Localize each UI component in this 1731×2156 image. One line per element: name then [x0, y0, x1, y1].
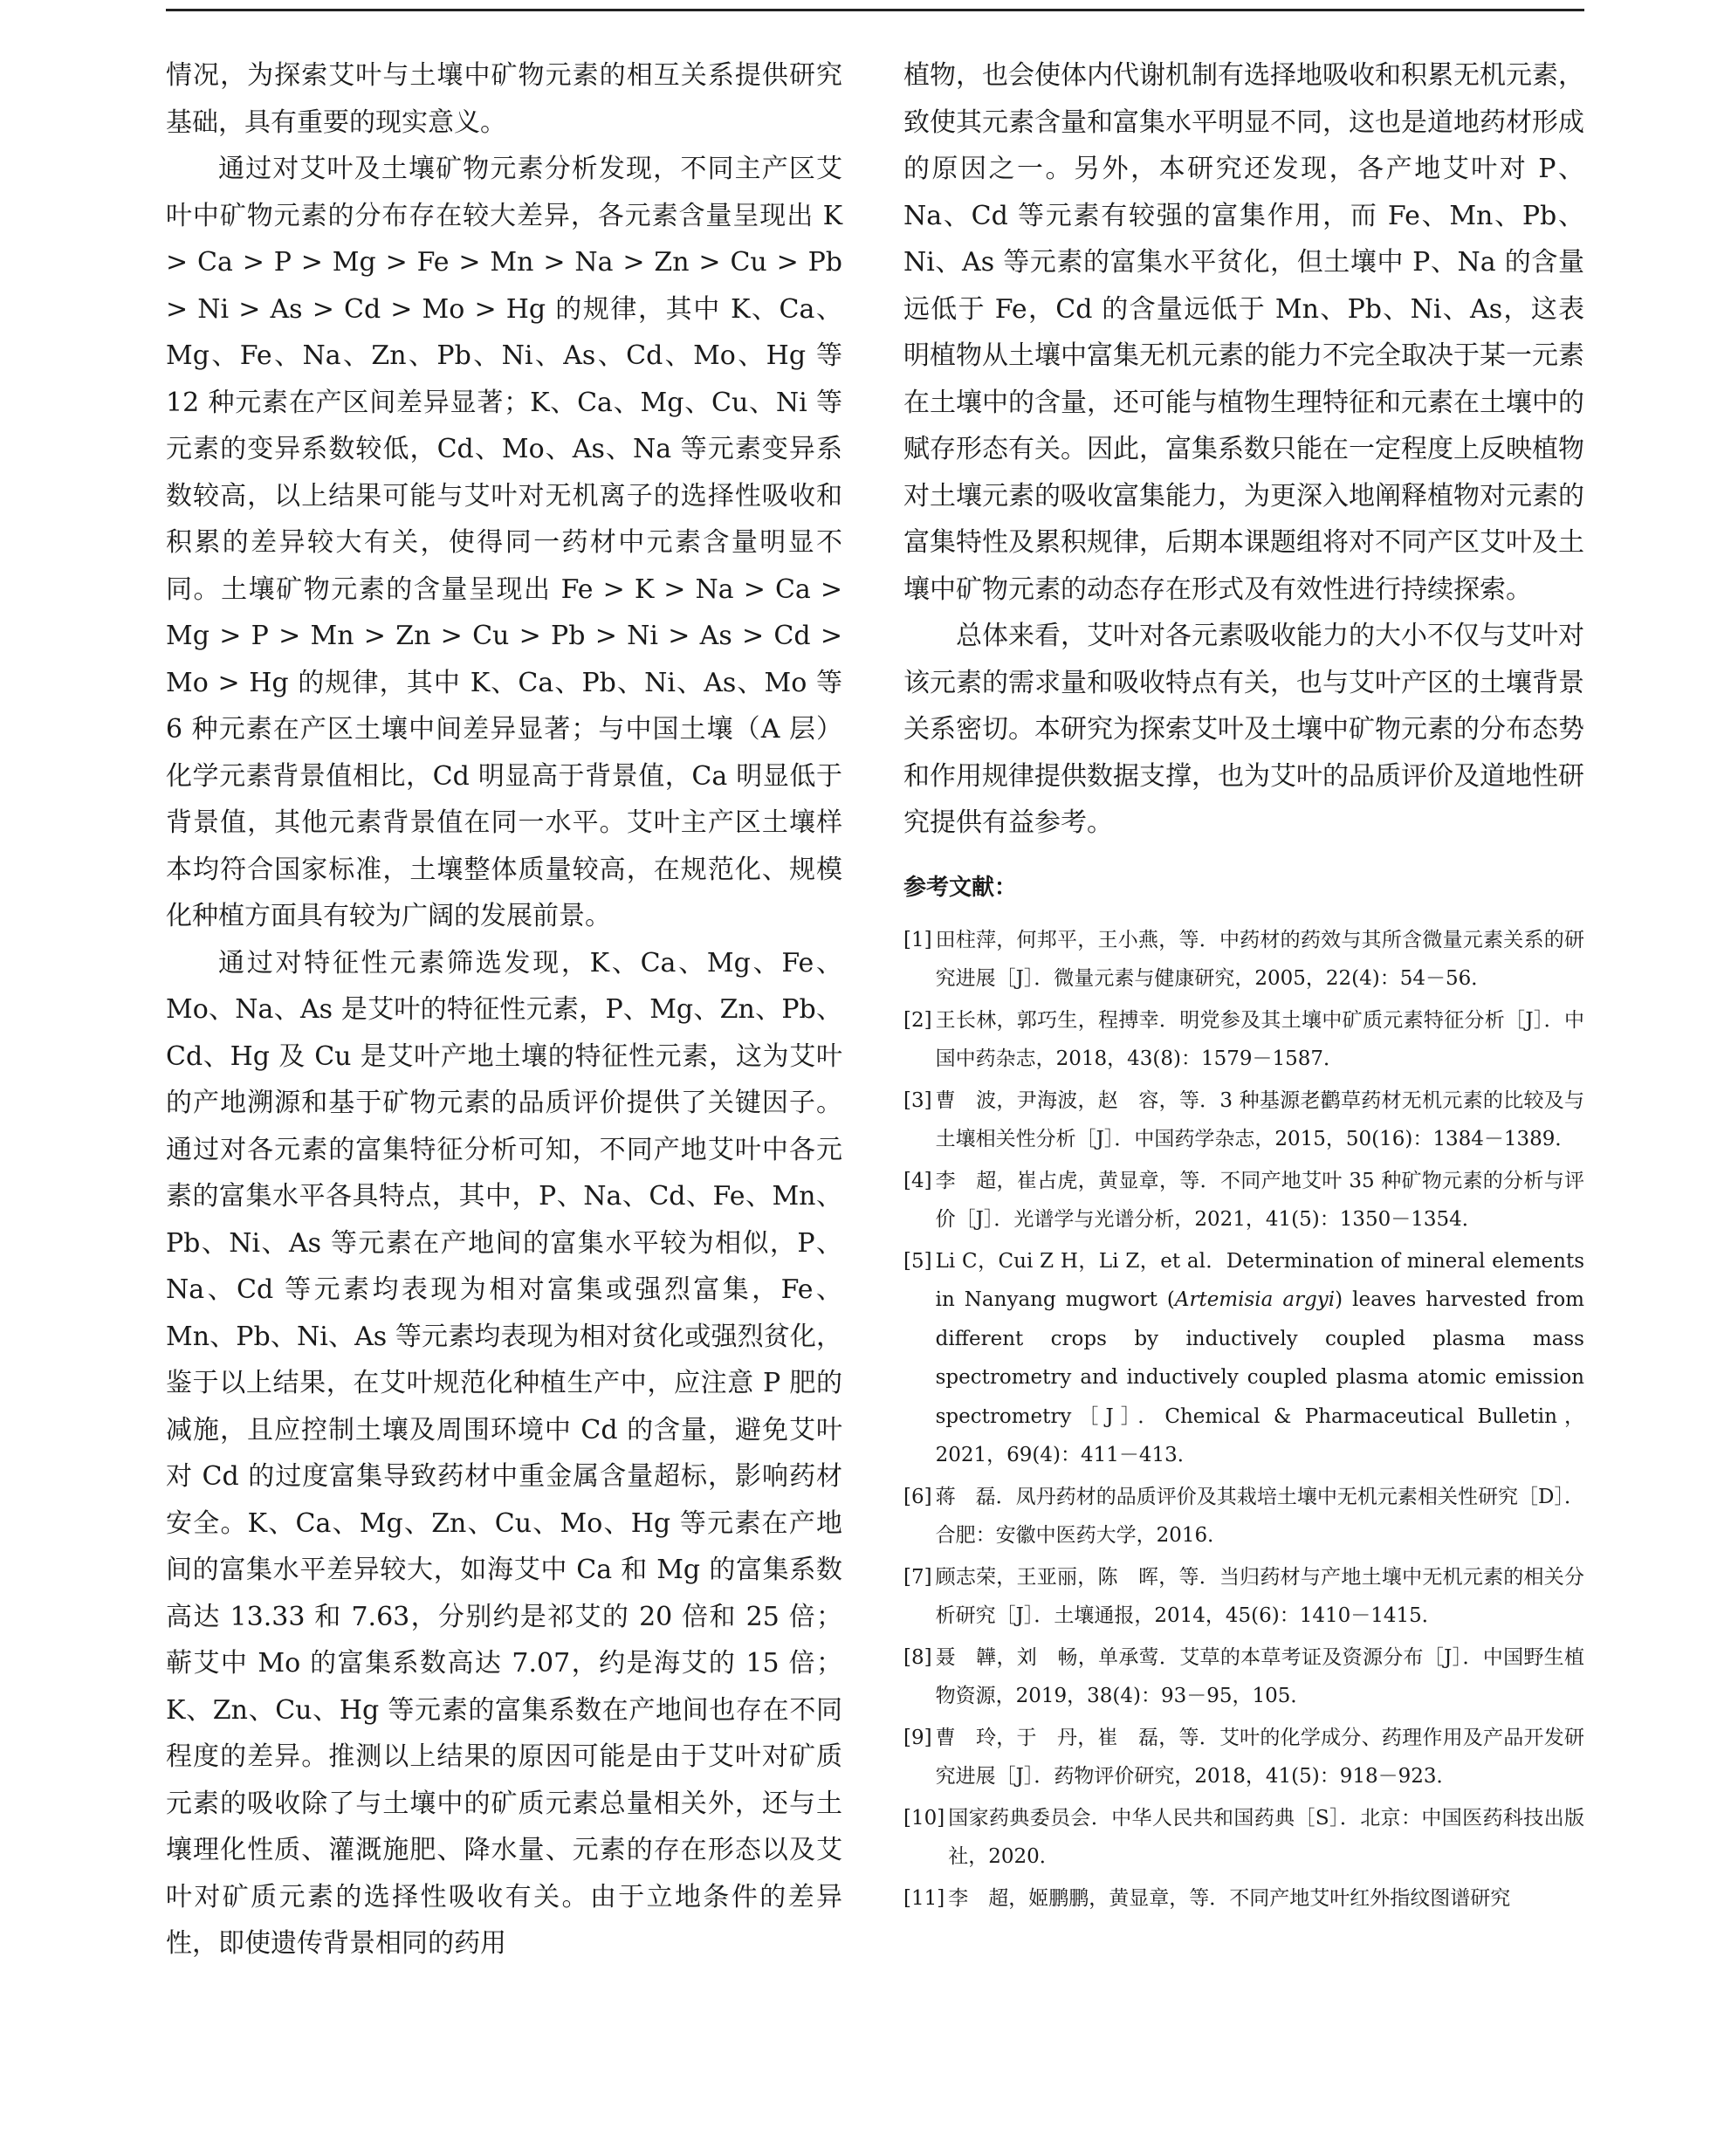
reference-item	[903, 1081, 1584, 1159]
reference-text-pre: Li C，Cui Z H，Li Z，et al．Determination of mineral elements in Nanyang mugwort (	[935, 1249, 1584, 1311]
reference-number: [1]	[903, 928, 932, 951]
reference-text: 李 超，姬鹏鹏，黄显章，等．不同产地艾叶红外指纹图谱研究	[948, 1886, 1511, 1910]
reference-item	[903, 1719, 1584, 1796]
reference-number: [4]	[903, 1169, 932, 1192]
reference-number: [9]	[903, 1726, 932, 1749]
reference-text: 聂 韡，刘 畅，单承莺．艾草的本草考证及资源分布［J］．中国野生植物资源，2019，38(4)：93－95，105．	[935, 1645, 1584, 1707]
reference-item	[903, 921, 1584, 999]
reference-number: [8]	[903, 1645, 932, 1669]
reference-item	[903, 1879, 1584, 1919]
reference-number: [11]	[903, 1886, 945, 1910]
reference-text	[936, 1242, 1584, 1475]
reference-number: [5]	[903, 1249, 932, 1273]
reference-text: 曹 波，尹海波，赵 容，等．3 种基源老鹳草药材无机元素的比较及与土壤相关性分析［J］．中国药学杂志，2015，50(16)：1384－1389．	[935, 1088, 1584, 1150]
reference-text-post: ) leaves harvested from different crops by inductively coupled plasma mass spectrometry and inductively coupled plasma atomic emission spectrometry［J］．Chemical & Pharmaceutical Bulletin，2021，69(4)：411－413．	[935, 1288, 1584, 1466]
reference-text: 田柱萍，何邦平，王小燕，等．中药材的药效与其所含微量元素关系的研究进展［J］．微量元素与健康研究，2005，22(4)：54－56．	[935, 928, 1584, 990]
reference-item	[903, 1001, 1584, 1079]
paragraph: 总体来看，艾叶对各元素吸收能力的大小不仅与艾叶对该元素的需求量和吸收特点有关，也与艾叶产区的土壤背景关系密切。本研究为探索艾叶及土壤中矿物元素的分布态势和作用规律提供数据支撑，也为艾叶的品质评价及道地性研究提供有益参考。	[903, 621, 1584, 838]
references-heading: 参考文献：	[903, 874, 1018, 901]
reference-item	[903, 1478, 1584, 1555]
reference-text-italic: Artemisia argyi	[1174, 1288, 1336, 1311]
reference-number: [3]	[903, 1088, 932, 1112]
header-rule	[166, 9, 1584, 11]
left-column	[166, 52, 842, 1967]
paragraph: 通过对艾叶及土壤矿物元素分析发现，不同主产区艾叶中矿物元素的分布存在较大差异，各元素含量呈现出 K > Ca > P > Mg > Fe > Mn > Na > Zn > Cu > Pb > Ni > As > Cd > Mo > Hg 的规律，其中 K、Ca、Mg、Fe、Na、Zn、Pb、Ni、As、Cd、Mo、Hg 等 12 种元素在产区间差异显著；K、Ca、Mg、Cu、Ni 等元素的变异系数较低，Cd、Mo、As、Na 等元素变异系数较高，以上结果可能与艾叶对无机离子的选择性吸收和积累的差异较大有关，使得同一药材中元素含量明显不同。土壤矿物元素的含量呈现出 Fe > K > Na > Ca > Mg > P > Mn > Zn > Cu > Pb > Ni > As > Cd > Mo > Hg 的规律，其中 K、Ca、Pb、Ni、As、Mo 等 6 种元素在产区土壤中间差异显著；与中国土壤（A 层）化学元素背景值相比，Cd 明显高于背景值，Ca 明显低于背景值，其他元素背景值在同一水平。艾叶主产区土壤样本均符合国家标准，土壤整体质量较高，在规范化、规模化种植方面具有较为广阔的发展前景。	[166, 154, 842, 931]
reference-item	[903, 1558, 1584, 1636]
reference-number: [2]	[903, 1008, 932, 1032]
reference-text: 顾志荣，王亚丽，陈 晖，等．当归药材与产地土壤中无机元素的相关分析研究［J］．土壤通报，2014，45(6)：1410－1415．	[935, 1565, 1584, 1627]
reference-list	[903, 921, 1584, 1919]
reference-text: 蒋 磊．凤丹药材的品质评价及其栽培土壤中无机元素相关性研究［D］．合肥：安徽中医药大学，2016．	[935, 1485, 1584, 1547]
reference-item	[903, 1638, 1584, 1716]
right-column	[903, 52, 1584, 1920]
reference-number: [10]	[903, 1806, 945, 1830]
reference-item	[903, 1799, 1584, 1877]
reference-item	[903, 1162, 1584, 1239]
reference-number: [6]	[903, 1485, 932, 1508]
reference-item	[903, 1242, 1584, 1475]
paragraph: 植物，也会使体内代谢机制有选择地吸收和积累无机元素，致使其元素含量和富集水平明显不同，这也是道地药材形成的原因之一。另外，本研究还发现，各产地艾叶对 P、Na、Cd 等元素有较强的富集作用，而 Fe、Mn、Pb、Ni、As 等元素的富集水平贫化，但土壤中 P、Na 的含量远低于 Fe，Cd 的含量远低于 Mn、Pb、Ni、As，这表明植物从土壤中富集无机元素的能力不完全取决于某一元素在土壤中的含量，还可能与植物生理特征和元素在土壤中的赋存形态有关。因此，富集系数只能在一定程度上反映植物对土壤元素的吸收富集能力，为更深入地阐释植物对元素的富集特性及累积规律，后期本课题组将对不同产区艾叶及土壤中矿物元素的动态存在形式及有效性进行持续探索。	[903, 60, 1584, 605]
reference-text: 曹 玲，于 丹，崔 磊，等．艾叶的化学成分、药理作用及产品开发研究进展［J］．药物评价研究，2018，41(5)：918－923．	[935, 1726, 1584, 1788]
reference-text: 国家药典委员会．中华人民共和国药典［S］．北京：中国医药科技出版社，2020．	[948, 1806, 1584, 1868]
paragraph: 通过对特征性元素筛选发现，K、Ca、Mg、Fe、Mo、Na、As 是艾叶的特征性元素，P、Mg、Zn、Pb、Cd、Hg 及 Cu 是艾叶产地土壤的特征性元素，这为艾叶的产地溯源和基于矿物元素的品质评价提供了关键因子。通过对各元素的富集特征分析可知，不同产地艾叶中各元素的富集水平各具特点，其中，P、Na、Cd、Fe、Mn、Pb、Ni、As 等元素在产地间的富集水平较为相似，P、Na、Cd 等元素均表现为相对富集或强烈富集，Fe、Mn、Pb、Ni、As 等元素均表现为相对贫化或强烈贫化，鉴于以上结果，在艾叶规范化种植生产中，应注意 P 肥的减施，且应控制土壤及周围环境中 Cd 的含量，避免艾叶对 Cd 的过度富集导致药材中重金属含量超标，影响药材安全。K、Ca、Mg、Zn、Cu、Mo、Hg 等元素在产地间的富集水平差异较大，如海艾中 Ca 和 Mg 的富集系数高达 13.33 和 7.63，分别约是祁艾的 20 倍和 25 倍；蕲艾中 Mo 的富集系数高达 7.07，约是海艾的 15 倍；K、Zn、Cu、Hg 等元素的富集系数在产地间也存在不同程度的差异。推测以上结果的原因可能是由于艾叶对矿质元素的吸收除了与土壤中的矿质元素总量相关外，还与土壤理化性质、灌溉施肥、降水量、元素的存在形态以及艾叶对矿质元素的选择性吸收有关。由于立地条件的差异性，即使遗传背景相同的药用	[166, 947, 842, 1959]
reference-text: 李 超，崔占虎，黄显章，等．不同产地艾叶 35 种矿物元素的分析与评价［J］．光谱学与光谱分析，2021，41(5)：1350－1354．	[935, 1169, 1584, 1231]
reference-text: 王长林，郭巧生，程搏幸．明党参及其土壤中矿质元素特征分析［J］．中国中药杂志，2018，43(8)：1579－1587．	[935, 1008, 1584, 1070]
paragraph: 情况，为探索艾叶与土壤中矿物元素的相互关系提供研究基础，具有重要的现实意义。	[166, 60, 842, 138]
reference-number: [7]	[903, 1565, 932, 1589]
